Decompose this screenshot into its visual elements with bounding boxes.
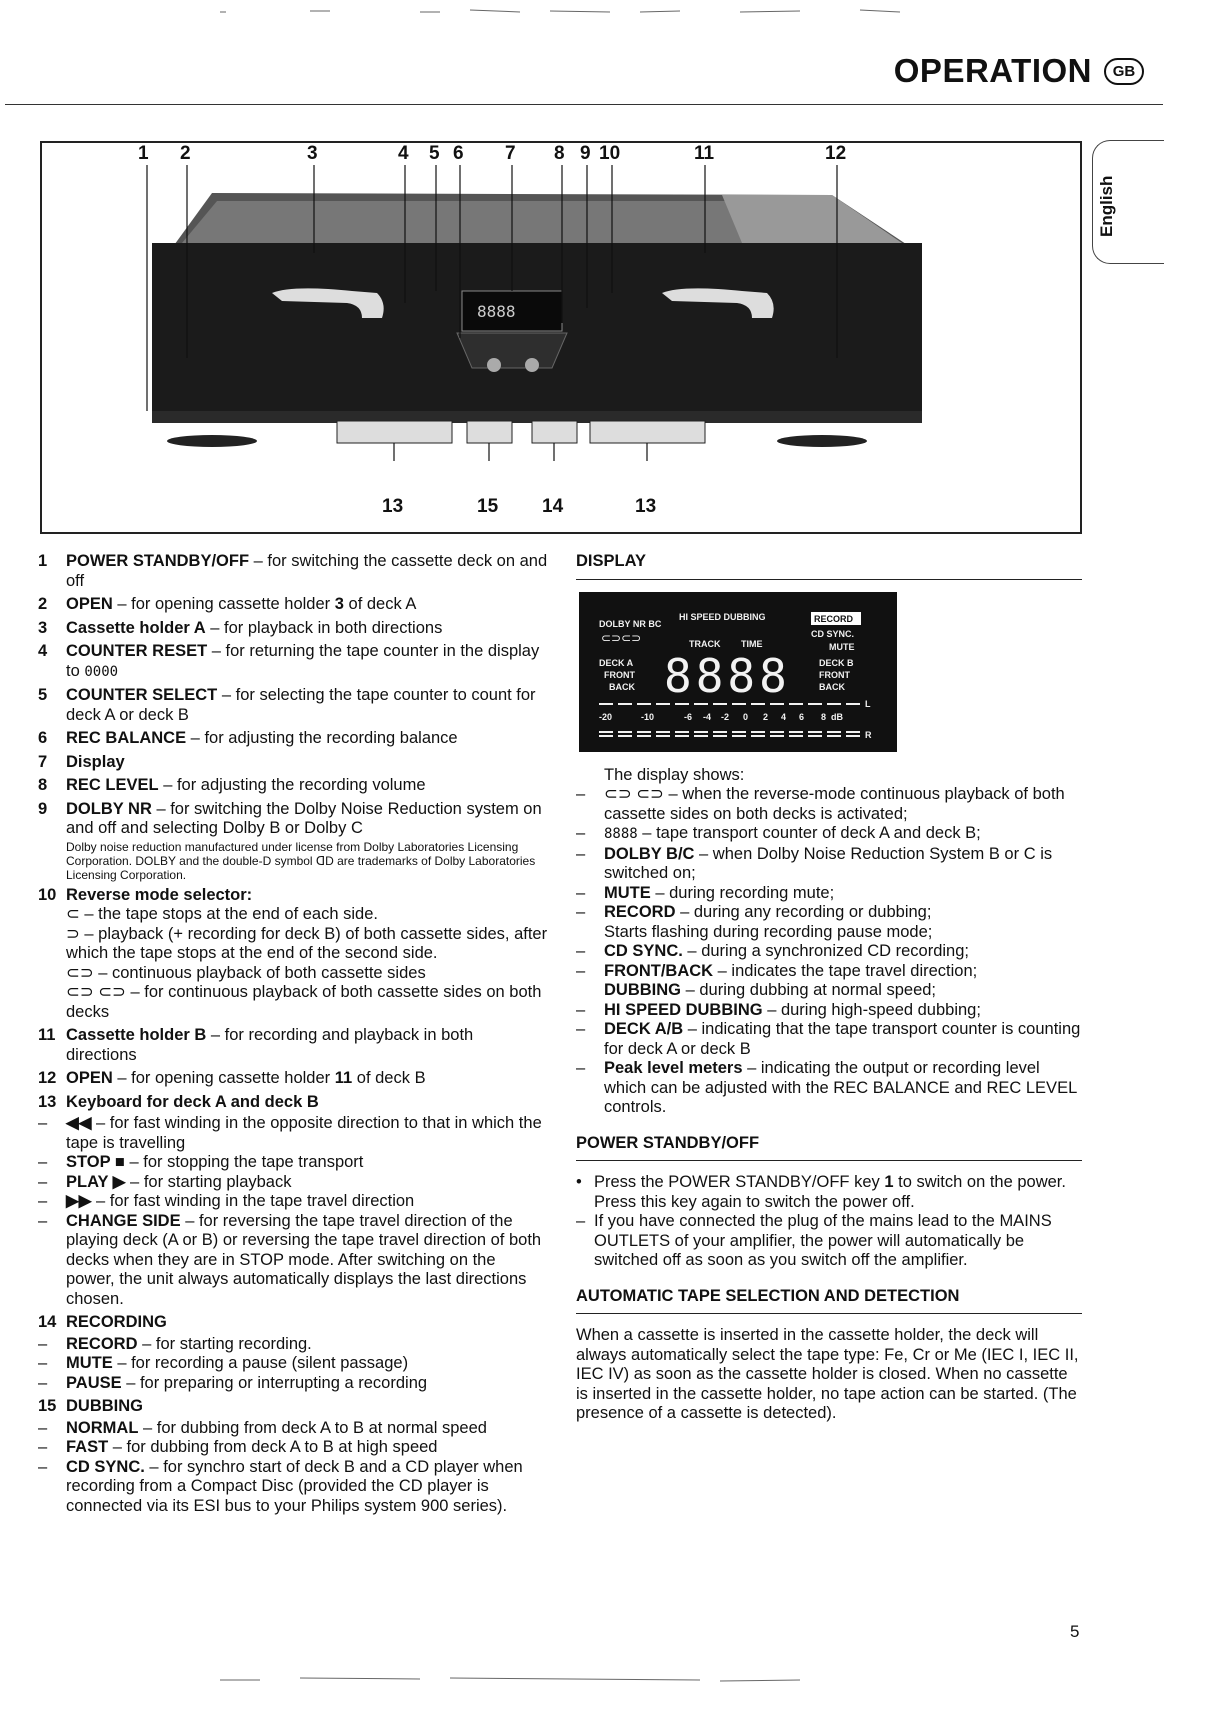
panel-deck-b-label: DECK B [819,657,854,668]
recording-keys [532,421,577,443]
dolby-license-note: Dolby noise reduction manufactured under license from Dolby Laboratories Licensing Corporation. DOLBY and the double-D symbol ᗡD are trademarks of Dolby Laboratories Licensing Corporation. [66,839,536,882]
power-bullet: • Press the POWER STANDBY/OFF key 1 to switch on the power. Press this key again to switch the power off. [576,1173,1066,1211]
scale-tick: 8 [821,711,827,722]
power-note: – If you have connected the plug of the mains lead to the MAINS OUTLETS of your amplifier, the power will automatically be switched off as soon as you switch off the amplifier. [576,1212,1052,1269]
list-item: 15 DUBBING [38,1397,143,1415]
list-item: 10 Reverse mode selector: ⊂ – the tape stops at the end of each side. ⊃ – playback (+ recording for deck B) of both cassette sides, after which the tape stops at the end of the second side. ⊂⊃ – continuous playback of both cassette sides ⊂⊃ ⊂⊃ – for continuous playback of both cassette sides on both decks [38,885,548,1021]
header-divider [5,104,1163,105]
scale-tick: 0 [743,711,749,722]
scale-unit: dB [831,711,843,722]
deck-foot-left [167,435,257,447]
display-item: – MUTE – during recording mute; [576,884,1082,904]
sub-item: – FAST – for dubbing from deck A to B at high speed [38,1438,548,1458]
panel-record-label: RECORD [814,613,854,624]
scale-tick: -4 [703,711,712,722]
display-heading: DISPLAY [576,552,1082,580]
display-panel-illustration [579,592,897,752]
scale-tick: 6 [799,711,805,722]
deck-foot-right [777,435,867,447]
list-item: 12 OPEN – for opening cassette holder 11 of deck B [38,1069,426,1087]
scale-tick: -6 [684,711,693,722]
callout-14: 14 [542,496,564,517]
display-item: – RECORD – during any recording or dubbing; Starts flashing during recording pause mode; [576,903,1082,942]
sub-item: – CHANGE SIDE – for reversing the tape travel direction of the playing deck (A or B) or reversing the tape travel direction of both decks when they are in STOP mode. After switching on the power, the unit always automatically displays the last directions chosen. [38,1212,548,1310]
list-item: 2 OPEN – for opening cassette holder 3 of deck A [38,595,417,613]
language-tab-label: English [1097,175,1116,237]
list-item: 4 COUNTER RESET – for returning the tape counter in the display to 0000 [38,642,540,680]
sub-item: – STOP ■ – for stopping the tape transport [38,1153,548,1173]
callout-9: 9 [580,143,591,164]
meter-left-label: L [865,698,871,709]
panel-front-b-label: FRONT [819,669,850,680]
display-item: – ⊂⊃ ⊂⊃ – when the reverse-mode continuous playback of both cassette sides on both decks is activated; [576,785,1082,824]
callout-10: 10 [599,143,621,164]
list-item: 11 Cassette holder B – for recording and playback in both directions [38,1026,474,1064]
callout-6: 6 [453,143,464,164]
scale-tick: 2 [763,711,769,722]
callout-13-a: 13 [382,496,404,517]
display-panel-svg [579,592,897,752]
panel-dolby-label: DOLBY NR BC [599,618,662,629]
panel-cdsync-label: CD SYNC. [811,628,855,639]
list-item: 5 COUNTER SELECT – for selecting the tape counter to count for deck A or deck B [38,686,536,724]
list-item: 8 REC LEVEL – for adjusting the recording volume [38,776,426,794]
sub-item: – ▶▶ – for fast winding in the tape travel direction [38,1192,548,1212]
deck-display-digits: 8888 [477,302,516,321]
sub-item: – NORMAL – for dubbing from deck A to B at normal speed [38,1419,548,1439]
scale-tick: 4 [781,711,787,722]
power-heading: POWER STANDBY/OFF [576,1134,1082,1162]
scale-tick: -2 [721,711,730,722]
keyboard-deck-b [590,421,705,443]
panel-deck-a-label: DECK A [599,657,634,668]
list-item: 3 Cassette holder A – for playback in both directions [38,618,443,637]
sub-item: – CD SYNC. – for synchro start of deck B and a CD player when recording from a Compact Disc (provided the CD player is connected via its ESI bus to your Philips system 900 series). [38,1458,548,1517]
callout-12: 12 [825,143,847,164]
page-number: 5 [1070,1622,1080,1641]
sub-item: – ◀◀ – for fast winding in the opposite direction to that in which the tape is travelling [38,1114,548,1153]
list-item: 14 RECORDING [38,1313,167,1331]
language-badge: GB [1104,58,1144,85]
right-column [576,552,1082,1424]
callout-7: 7 [505,143,516,164]
keyboard-deck-a [337,421,452,443]
sub-item: – MUTE – for recording a pause (silent passage) [38,1354,548,1374]
display-item: – CD SYNC. – during a synchronized CD recording; [576,942,1082,962]
panel-front-a-label: FRONT [604,669,635,680]
display-item: – HI SPEED DUBBING – during high-speed dubbing; [576,1001,1082,1021]
list-item: 1 POWER STANDBY/OFF – for switching the cassette deck on and off [38,552,548,590]
panel-track-label: TRACK [689,638,721,649]
panel-time-label: TIME [741,638,763,649]
sub-item: – PAUSE – for preparing or interrupting a recording [38,1374,548,1394]
list-item: 6 REC BALANCE – for adjusting the recording balance [38,729,458,747]
language-tab [1092,140,1164,264]
panel-hispeed-label: HI SPEED DUBBING [679,611,766,622]
sub-item: – RECORD – for starting recording. [38,1335,548,1355]
scale-tick: -20 [599,711,613,722]
display-item: – DECK A/B – indicating that the tape transport counter is counting for deck A or deck B [576,1020,1082,1059]
callout-1: 1 [138,143,149,164]
list-item: 9 DOLBY NR – for switching the Dolby Noise Reduction system on and off and selecting Dolby B or Dolby C Dolby noise reduction manufactured under license from Dolby Laboratories Licensing Corporation. DOLBY and the double-D symbol ᗡD are trademarks of Dolby Laboratories Licensing Corporation. [38,800,548,882]
display-item: – FRONT/BACK – indicates the tape travel direction; DUBBING – during dubbing at normal speed; [576,962,1082,1001]
callout-5: 5 [429,143,440,164]
list-item: 7 Display [38,752,125,771]
sub-item: – PLAY ▶ – for starting playback [38,1173,548,1193]
panel-digits: 8888 [664,648,791,703]
auto-tape-text: When a cassette is inserted in the cassette holder, the deck will always automatically select the tape type: Fe, Cr or Me (IEC I, IEC II, IEC IV) as soon as the cassette holder is closed. When no cassette is inserted in the cassette holder, no tape action can be started. (The presence of a cassette is detected). [576,1326,1079,1422]
callout-4: 4 [398,143,409,164]
panel-mute-label: MUTE [829,641,855,652]
callout-8: 8 [554,143,565,164]
panel-back-a-label: BACK [609,681,635,692]
dubbing-keys [467,421,512,443]
meter-right-label: R [865,729,872,740]
auto-tape-heading: AUTOMATIC TAPE SELECTION AND DETECTION [576,1287,1082,1315]
panel-reverse-icon: ⊂⊃⊂⊃ [601,630,642,645]
page-title: OPERATION [893,52,1092,89]
panel-back-b-label: BACK [819,681,845,692]
callout-2: 2 [180,143,191,164]
callout-3: 3 [307,143,318,164]
display-item: – Peak level meters – indicating the output or recording level which can be adjusted with the REC BALANCE and REC LEVEL controls. [576,1059,1082,1118]
display-item: – DOLBY B/C – when Dolby Noise Reduction System B or C is switched on; [576,845,1082,884]
callout-13-b: 13 [635,496,657,517]
list-item: 13 Keyboard for deck A and deck B [38,1092,319,1111]
display-item: – 8888 – tape transport counter of deck A and deck B; [576,824,1082,845]
controls-list [38,552,548,1516]
callout-15: 15 [477,496,499,517]
display-intro: The display shows: [604,765,745,784]
scale-tick: -10 [641,711,655,722]
rec-level-knob [525,358,539,372]
cassette-deck-figure [40,141,1082,534]
cassette-deck-illustration [42,143,1080,532]
rec-balance-knob [487,358,501,372]
callout-11: 11 [694,143,715,164]
